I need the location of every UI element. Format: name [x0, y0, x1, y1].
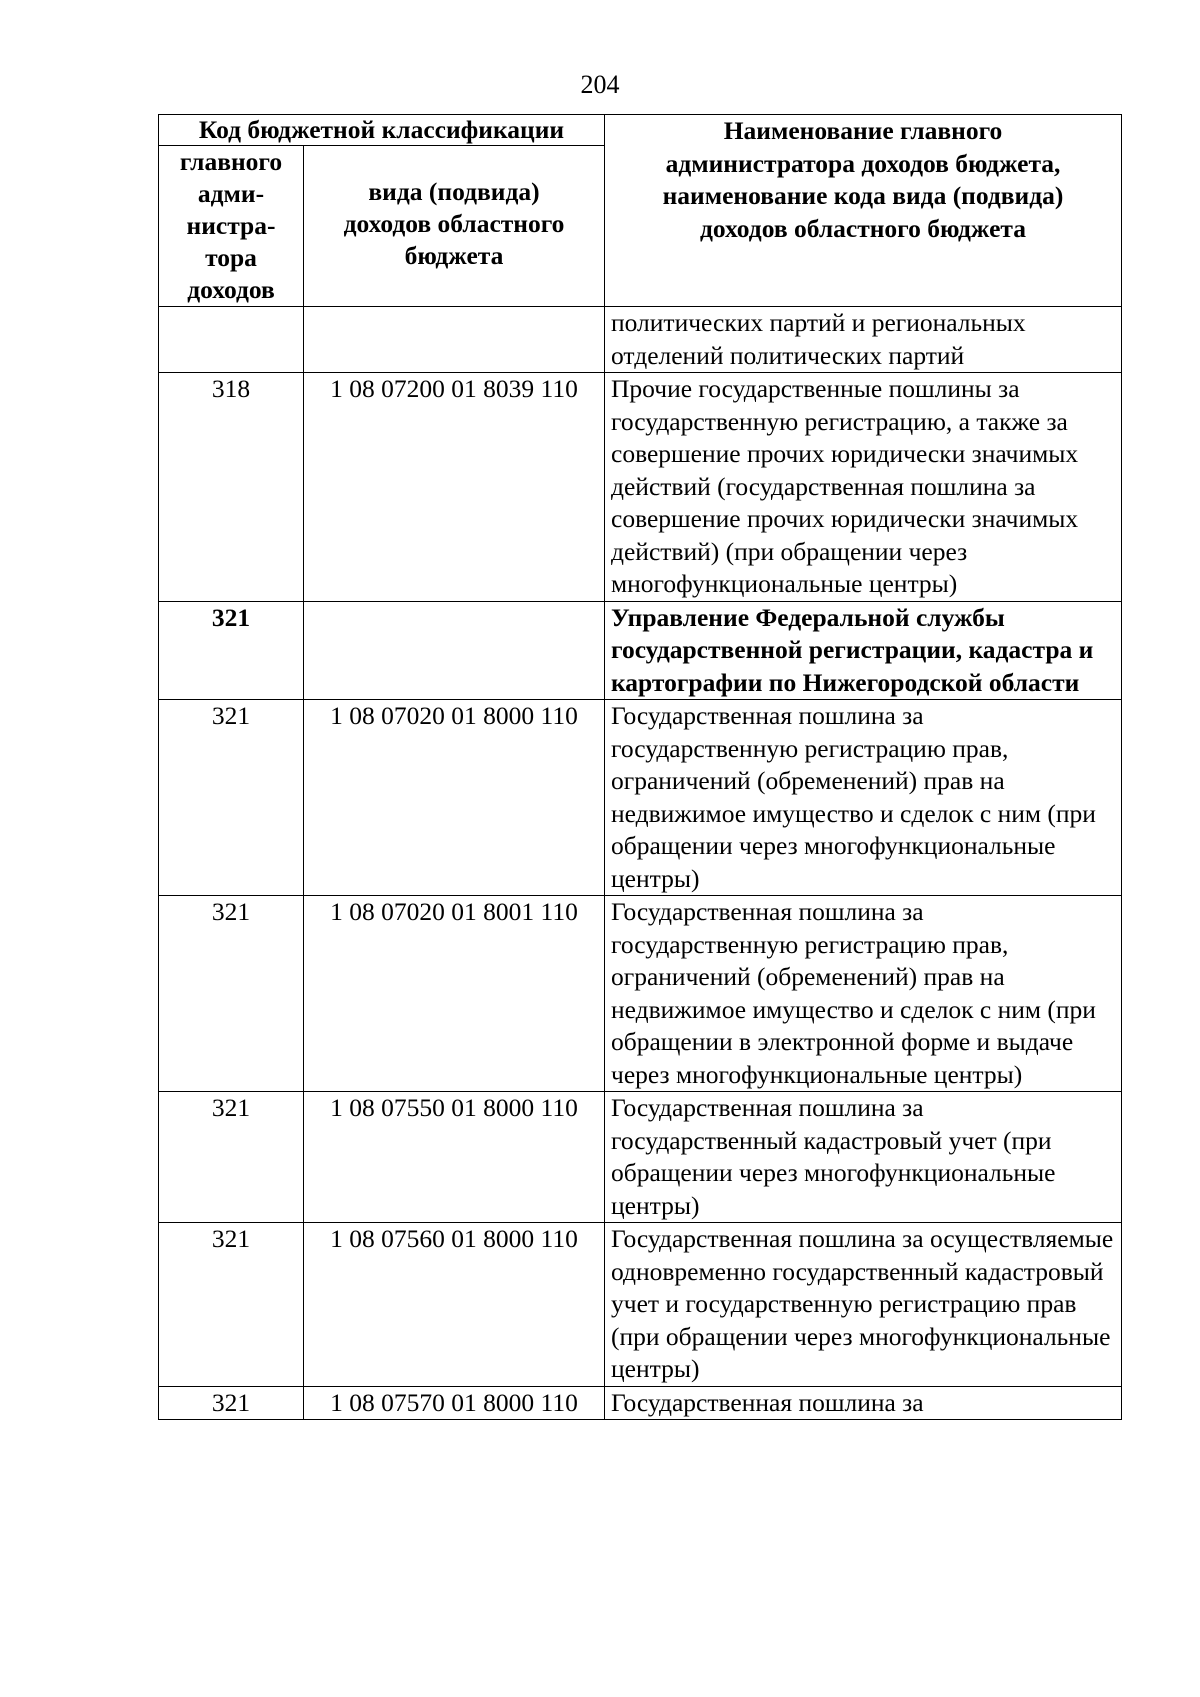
- admin-header-line: тора: [205, 243, 257, 272]
- admin-header-line: нистра-: [186, 211, 276, 240]
- table-row: [159, 1386, 1122, 1420]
- code-header-line: вида (подвида): [368, 177, 540, 206]
- admin-code-cell: 321: [159, 700, 304, 896]
- table-row: [159, 1092, 1122, 1223]
- table-row: [159, 896, 1122, 1092]
- admin-header-line: доходов: [187, 275, 275, 304]
- income-code-cell: 1 08 07570 01 8000 110: [304, 1386, 605, 1420]
- admin-code-cell: 321: [159, 1386, 304, 1420]
- income-code-cell: [304, 601, 605, 700]
- name-header-line: доходов областного бюджета: [700, 213, 1026, 243]
- income-code-cell: 1 08 07560 01 8000 110: [304, 1223, 605, 1387]
- table-row: [159, 1223, 1122, 1387]
- table-row: [159, 700, 1122, 896]
- administrator-name-cell: Управление Федеральной службы государственной регистрации, кадастра и картографии по Нижегородской области: [605, 601, 1122, 700]
- admin-code-cell: 321: [159, 896, 304, 1092]
- income-code-cell: 1 08 07200 01 8039 110: [304, 373, 605, 602]
- admin-header-line: адми-: [197, 179, 265, 208]
- income-name-cell: Государственная пошлина за: [605, 1386, 1122, 1420]
- income-code-cell: 1 08 07020 01 8001 110: [304, 896, 605, 1092]
- table-row: [159, 307, 1122, 373]
- admin-code-cell: 321: [159, 1092, 304, 1223]
- admin-code-cell: 321: [159, 601, 304, 700]
- admin-code-cell: [159, 307, 304, 373]
- income-name-cell: Прочие государственные пошлины за государственную регистрацию, а также за совершение прочих юридически значимых действий (государственная пошлина за совершение прочих юридически значимых действий) (при обращении через многофункциональные центры): [605, 373, 1122, 602]
- income-name-cell: Государственная пошлина за государственную регистрацию прав, ограничений (обременений) прав на недвижимое имущество и сделок с ним (при обращении через многофункциональные центры): [605, 700, 1122, 896]
- code-column-header: [304, 146, 605, 307]
- admin-code-cell: 321: [159, 1223, 304, 1387]
- name-header-line: наименование кода вида (подвида): [662, 181, 1064, 210]
- income-name-cell: Государственная пошлина за государственную регистрацию прав, ограничений (обременений) прав на недвижимое имущество и сделок с ним (при обращении в электронной форме и выдаче через многофункциональные центры): [605, 896, 1122, 1092]
- name-column-header: [605, 115, 1122, 307]
- budget-classification-table: [158, 114, 1122, 1420]
- admin-column-header: [159, 146, 304, 307]
- table-row-administrator: [159, 601, 1122, 700]
- code-header-line: доходов областного: [343, 209, 565, 238]
- income-code-cell: 1 08 07020 01 8000 110: [304, 700, 605, 896]
- name-header-line: Наименование главного: [723, 116, 1003, 145]
- table-row: [159, 373, 1122, 602]
- admin-header-line: главного: [179, 147, 283, 176]
- kbk-header: Код бюджетной классификации: [159, 115, 605, 146]
- income-name-cell: политических партий и региональных отделений политических партий: [605, 307, 1122, 373]
- admin-code-cell: 318: [159, 373, 304, 602]
- name-header-line: администратора доходов бюджета,: [665, 148, 1061, 178]
- income-code-cell: [304, 307, 605, 373]
- income-code-cell: 1 08 07550 01 8000 110: [304, 1092, 605, 1223]
- table-header-row: [159, 115, 1122, 146]
- income-name-cell: Государственная пошлина за осуществляемые одновременно государственный кадастровый учет и государственную регистрацию прав (при обращении через многофункциональные центры): [605, 1223, 1122, 1387]
- code-header-line: бюджета: [404, 241, 504, 270]
- income-name-cell: Государственная пошлина за государственный кадастровый учет (при обращении через многофункциональные центры): [605, 1092, 1122, 1223]
- page-number: 204: [580, 70, 620, 99]
